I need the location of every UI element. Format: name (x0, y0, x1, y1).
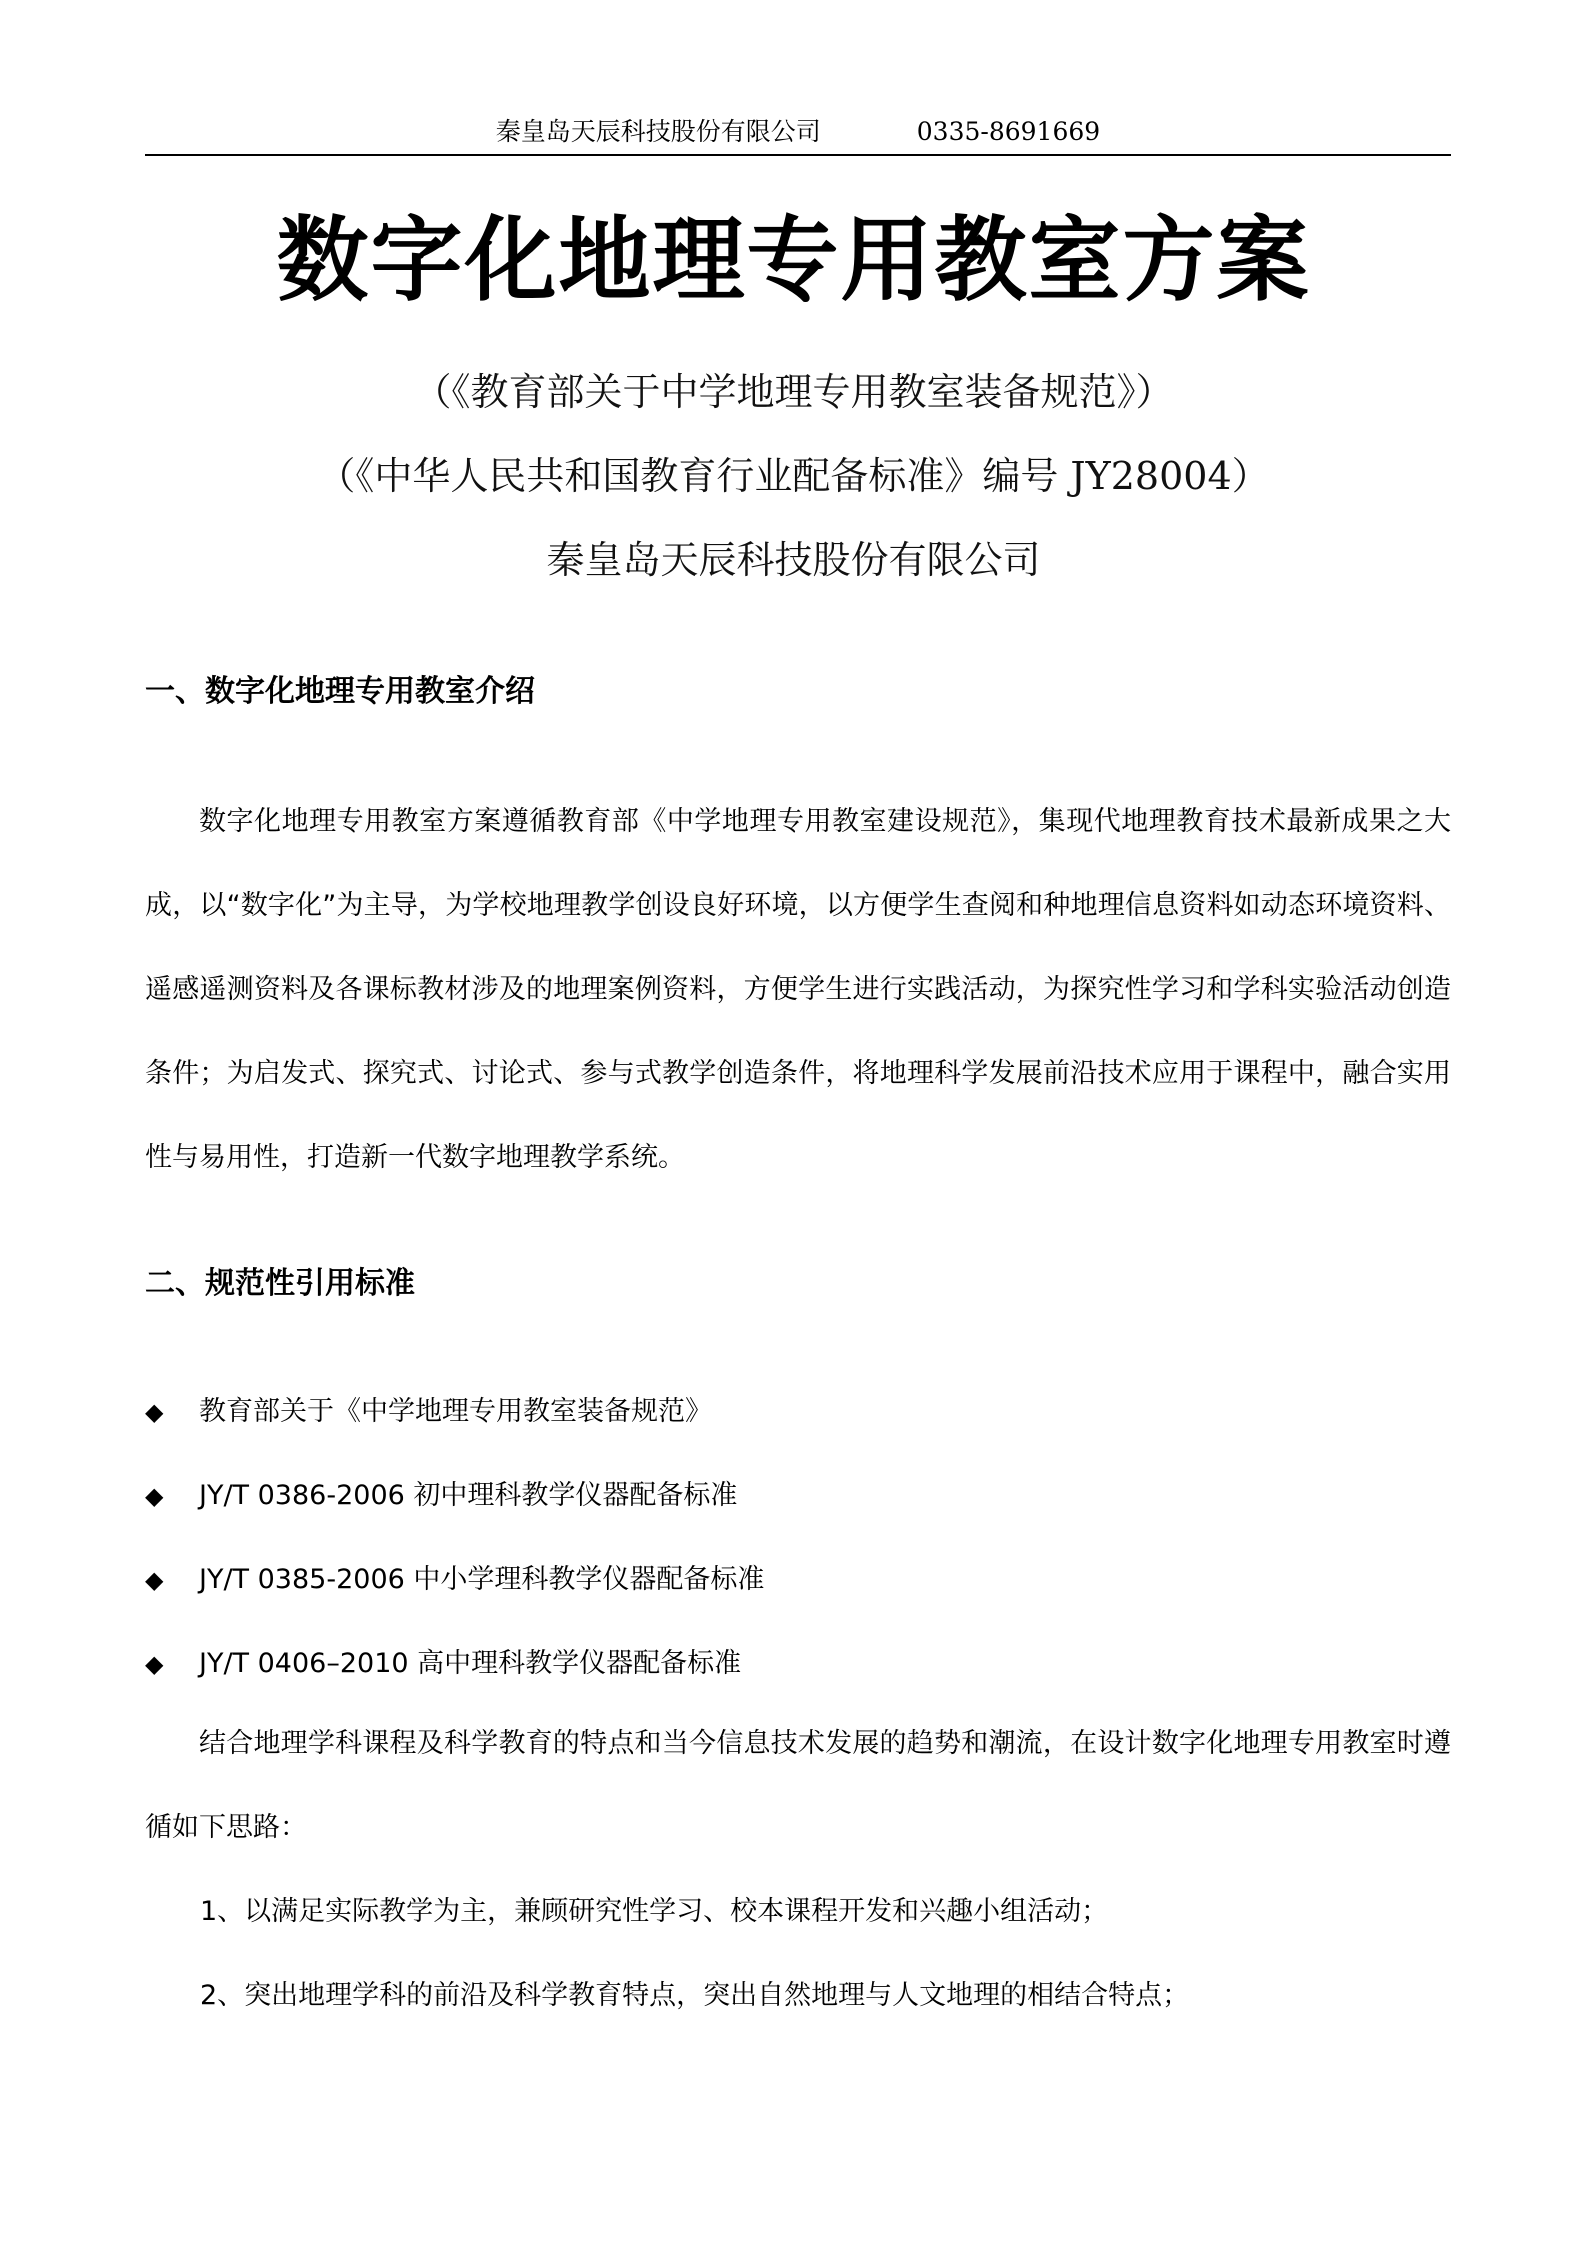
section-heading-introduction: 一、数字化地理专用教室介绍 (145, 674, 535, 709)
subtitle-company: 秦皇岛天辰科技股份有限公司 (546, 538, 1041, 582)
header-phone-number: 0335-8691669 (916, 117, 1101, 146)
subtitle-standard-reference: （《教育部关于中学地理专用教室装备规范》） (413, 370, 1174, 414)
list-item (145, 1454, 1451, 1538)
design-approach-paragraph: 结合地理学科课程及科学教育的特点和当今信息技术发展的趋势和潮流，在设计数字化地理专用教室时遵循如下思路： (145, 1728, 1451, 1843)
design-principles-list (200, 1870, 1451, 2038)
document-title: 数字化地理专用教室方案 (276, 206, 1311, 314)
page-header (145, 110, 1451, 156)
diamond-bullet-icon: ◆ (145, 1398, 164, 1426)
standards-list (145, 1370, 1451, 1706)
diamond-bullet-icon: ◆ (145, 1650, 164, 1678)
section-heading-standards: 二、规范性引用标准 (145, 1266, 415, 1301)
list-item-text: JY/T 0406–2010 高中理科教学仪器配备标准 (199, 1648, 742, 1679)
list-item: 2、突出地理学科的前沿及科学教育特点，突出自然地理与人文地理的相结合特点； (200, 1980, 1190, 2011)
list-item: 1、以满足实际教学为主，兼顾研究性学习、校本课程开发和兴趣小组活动； (200, 1896, 1109, 1927)
list-item-text: JY/T 0386-2006 初中理科教学仪器配备标准 (199, 1480, 738, 1511)
subtitle-industry-standard: （《中华人民共和国教育行业配备标准》编号 JY28004） (317, 454, 1270, 498)
list-item-text: 教育部关于《中学地理专用教室装备规范》 (199, 1396, 712, 1427)
list-item (145, 1622, 1451, 1706)
diamond-bullet-icon: ◆ (145, 1482, 164, 1510)
header-company-name: 秦皇岛天辰科技股份有限公司 (495, 117, 821, 146)
diamond-bullet-icon: ◆ (145, 1566, 164, 1594)
list-item (145, 1538, 1451, 1622)
list-item-text: JY/T 0385-2006 中小学理科教学仪器配备标准 (199, 1564, 765, 1595)
list-item (145, 1370, 1451, 1454)
introduction-paragraph: 数字化地理专用教室方案遵循教育部《中学地理专用教室建设规范》，集现代地理教育技术最新成果之大成，以“数字化”为主导，为学校地理教学创设良好环境，以方便学生查阅和种地理信息资料如动态环境资料、遥感遥测资料及各课标教材涉及的地理案例资料，方便学生进行实践活动，为探究性学习和学科实验活动创造条件；为启发式、探究式、讨论式、参与式教学创造条件，将地理科学发展前沿技术应用于课程中，融合实用性与易用性，打造新一代数字地理教学系统。 (145, 806, 1451, 1173)
